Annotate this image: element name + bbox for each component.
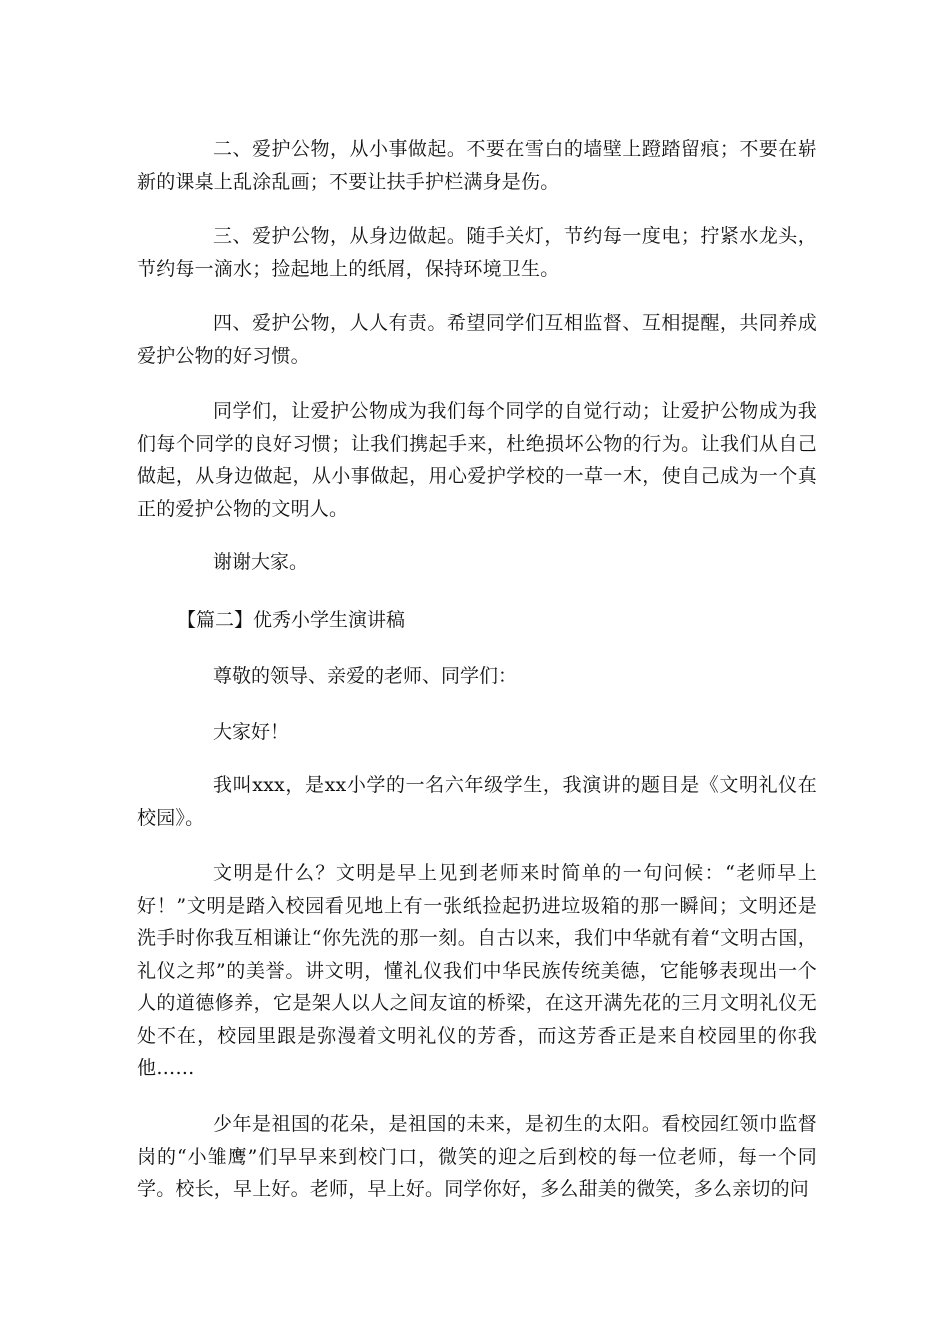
paragraph-greeting-audience: 尊敬的领导、亲爱的老师、同学们： <box>213 665 518 687</box>
paragraph-what-is-civility: 文明是什么？文明是早上见到老师来时简单的一句问候：“老师早上好！”文明是踏入校园看见地上有一张纸捡起扔进垃圾箱的那一瞬间；文明还是洗手时你我互相谦让“你先洗的那一刻。自古以来，我们中华就有着“文明古国，礼仪之邦”的美誉。讲文明，懂礼仪我们中华民族传统美德，它能够表现出一个人的道德修养，它是架人以人之间友谊的桥梁，在这开满先花的三月文明礼仪无处不在，校园里跟是弥漫着文明礼仪的芳香，而这芳香正是来自校园里的你我他…… <box>137 862 817 1079</box>
section-heading: 【篇二】优秀小学生演讲稿 <box>177 609 406 631</box>
paragraph-everyone-responsible: 四、爱护公物，人人有责。希望同学们互相监督、互相提醒，共同养成爱护公物的好习惯。 <box>137 312 817 367</box>
paragraph-self-intro: 我叫xxx，是xx小学的一名六年级学生，我演讲的题目是《文明礼仪在校园》。 <box>137 774 817 829</box>
paragraph-young-flowers: 少年是祖国的花朵，是祖国的未来，是初生的太阳。看校园红领巾监督岗的“小雏鹰”们早早来到校门口，微笑的迎之后到校的每一位老师，每一个同学。校长，早上好。老师，早上好。同学你好，多么甜美的微笑，多么亲切的问 <box>137 1113 817 1200</box>
paragraph-thanks: 谢谢大家。 <box>213 551 309 573</box>
paragraph-protect-nearby: 三、爱护公物，从身边做起。随手关灯，节约每一度电；拧紧水龙头，节约每一滴水；捡起地上的纸屑，保持环境卫生。 <box>137 225 817 280</box>
paragraph-hello: 大家好！ <box>213 721 290 743</box>
paragraph-protect-small-things: 二、爱护公物，从小事做起。不要在雪白的墙壁上蹬踏留痕；不要在崭新的课桌上乱涂乱画；不要让扶手护栏满身是伤。 <box>137 138 817 193</box>
paragraph-classmates-appeal: 同学们，让爱护公物成为我们每个同学的自觉行动；让爱护公物成为我们每个同学的良好习惯；让我们携起手来，杜绝损坏公物的行为。让我们从自己做起，从身边做起，从小事做起，用心爱护学校的一草一木，使自己成为一个真正的爱护公物的文明人。 <box>137 400 817 520</box>
